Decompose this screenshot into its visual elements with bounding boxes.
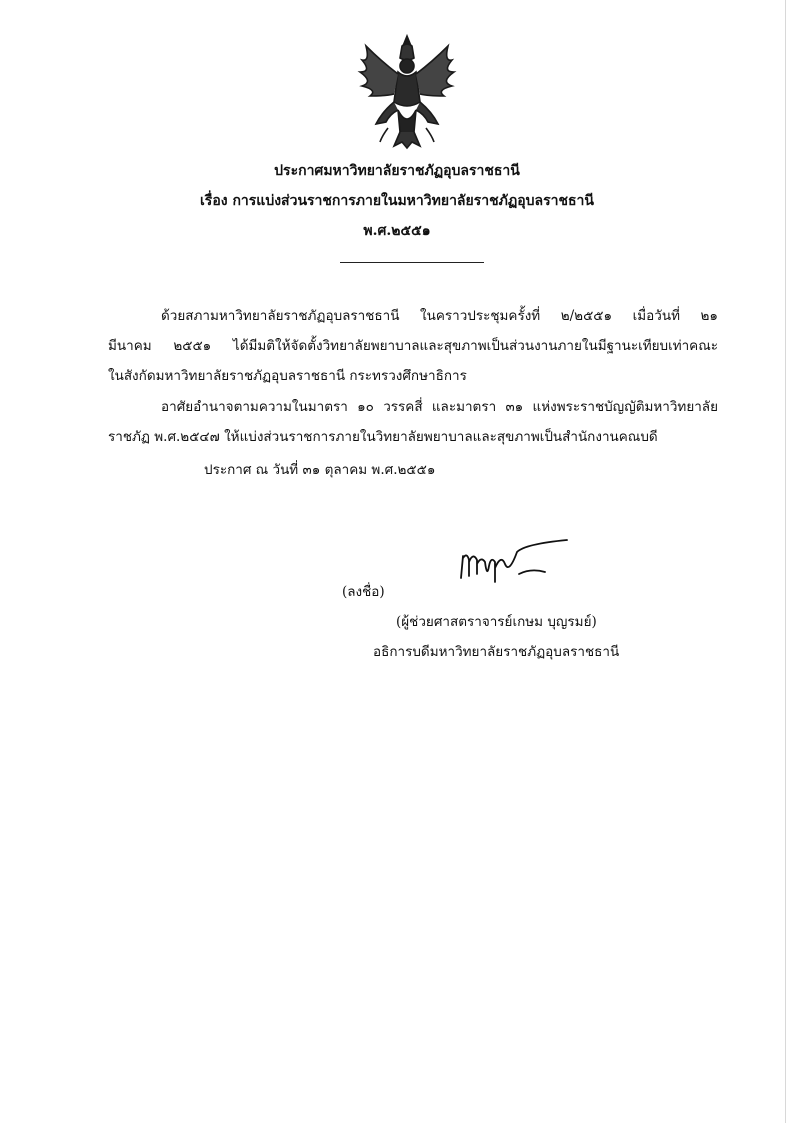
paragraph-2-line-1: อาศัยอำนาจตามความในมาตรา ๑๐ วรรคสี่ และมาตรา ๓๑ แห่งพระราชบัญญัติมหาวิทยาลัย <box>161 399 718 415</box>
title-divider <box>340 262 484 263</box>
signed-label: (ลงชื่อ) <box>342 584 385 600</box>
garuda-emblem-icon <box>352 32 462 150</box>
announcement-title: ประกาศมหาวิทยาลัยราชภัฏอุบลราชธานี <box>274 163 520 179</box>
paragraph-2-line-2: ราชภัฏ พ.ศ.๒๕๔๗ ให้แบ่งส่วนราชการภายในวิทยาลัยพยาบาลและสุขภาพเป็นสำนักงานคณบดี <box>108 429 658 445</box>
scan-edge-line <box>785 0 786 1123</box>
announcement-year: พ.ศ.๒๕๕๑ <box>363 223 431 239</box>
signer-name: (ผู้ช่วยศาสตราจารย์เกษม บุญรมย์) <box>396 614 597 630</box>
paragraph-1-line-2: มีนาคม ๒๕๕๑ ได้มีมติให้จัดตั้งวิทยาลัยพยาบาลและสุขภาพเป็นส่วนงานภายในมีฐานะเทียบเท่าคณะ <box>108 338 718 354</box>
paragraph-1-line-3: ในสังกัดมหาวิทยาลัยราชภัฏอุบลราชธานี กระทรวงศึกษาธิการ <box>108 368 467 384</box>
paragraph-1-line-1: ด้วยสภามหาวิทยาลัยราชภัฏอุบลราชธานี ในคราวประชุมครั้งที่ ๒/๒๕๕๑ เมื่อวันที่ ๒๑ <box>161 308 718 324</box>
announcement-date: ประกาศ ณ วันที่ ๓๑ ตุลาคม พ.ศ.๒๕๕๑ <box>204 462 436 478</box>
signer-position: อธิการบดีมหาวิทยาลัยราชภัฏอุบลราชธานี <box>373 644 620 660</box>
handwritten-signature-icon <box>455 538 570 596</box>
announcement-subject: เรื่อง การแบ่งส่วนราชการภายในมหาวิทยาลัยราชภัฏอุบลราชธานี <box>200 193 594 209</box>
